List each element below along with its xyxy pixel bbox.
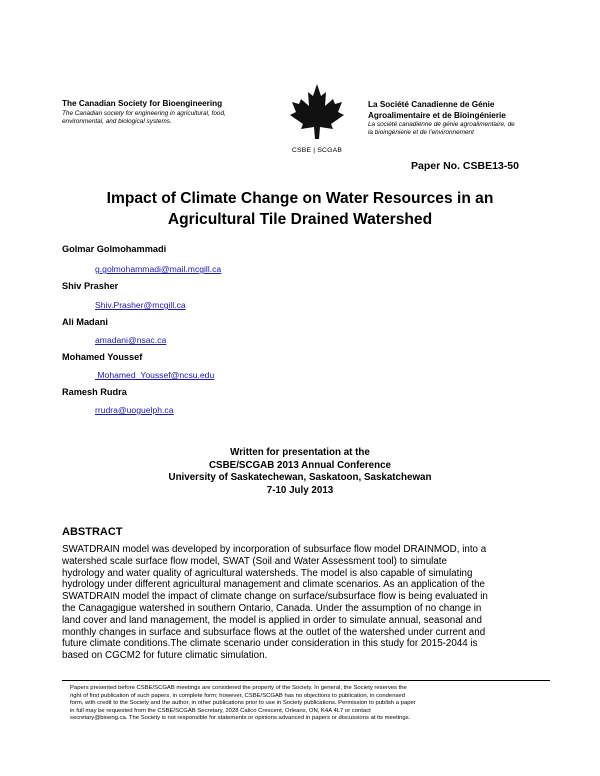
abstract-body	[62, 544, 562, 662]
author-name: Shiv Prasher	[62, 281, 119, 291]
abstract-line: SWATDRAIN model the impact of climate change on surface/subsurface flow is being evaluated in	[62, 591, 488, 603]
copyright-line: Papers presented before CSBE/SCGAB meetings are considered the property of the Society. In general, the Society reserves the	[70, 685, 407, 691]
conference-line: 7-10 July 2013	[266, 484, 334, 496]
author-email-link[interactable]: Mohamed_Youssef@ncsu.edu	[95, 370, 215, 380]
conference-line: University of Saskatechewan, Saskatoon, Saskatchewan	[168, 472, 432, 483]
copyright-notice	[70, 685, 550, 723]
logo-text: CSBE | SCGAB	[291, 147, 343, 154]
paper-number: Paper No. CSBE13-50	[411, 160, 519, 172]
conference-line: CSBE/SCGAB 2013 Annual Conference	[208, 459, 391, 471]
paper-title-line: Impact of Climate Change on Water Resources in an	[106, 190, 494, 207]
abstract-line: hydrology under different agricultural management and climate scenarios. As an application of the	[62, 579, 485, 591]
copyright-line: right of first publication of such papers, in complete form; however, CSBE/SCGAB has no objections to publication, in condensed	[70, 692, 405, 699]
conference-info	[60, 447, 540, 497]
copyright-line: secretary@bioeng.ca. The Society is not responsible for statements or opinions advanced in papers or discussions at its meetings.	[70, 715, 411, 722]
society-description-line: environmental, and biological systems.	[62, 118, 172, 125]
abstract-heading: ABSTRACT	[62, 526, 123, 538]
society-description-line: The Canadian society for engineering in agricultural, food,	[62, 110, 226, 117]
author-email-link[interactable]: rrudra@uoguelph.ca	[95, 405, 174, 415]
society-name-fr-line: La Société Canadienne de Génie	[368, 100, 495, 109]
abstract-line: future climate conditions.The climate scenario under consideration in this study for 2015-2044 is	[62, 638, 478, 650]
society-description-line: la bioingénierie et de l’environnement	[368, 129, 474, 136]
society-description-fr	[368, 121, 515, 137]
author-name: Golmar Golmohammadi	[62, 244, 167, 254]
copyright-line: form, with credit to the Society and the author, in other publications prior to use in Society publications. Permission to publish a paper	[70, 700, 416, 707]
society-description-line: La société canadienne de génie agroalimentaire, de	[368, 121, 515, 128]
csbe-logo	[286, 82, 348, 154]
paper-title	[40, 188, 560, 230]
society-name-fr	[368, 99, 506, 121]
society-name-fr-line: Agroalimentaire et de Bioingénierie	[368, 111, 506, 120]
abstract-line: hydrology and water quality of agricultural watersheds. The model is also capable of simulating	[62, 567, 473, 579]
abstract-line: watershed scale surface flow model, SWAT (Soil and Water Assessment tool) to simulate	[62, 555, 447, 567]
society-name-en: The Canadian Society for Bioengineering	[62, 99, 223, 108]
footer-divider	[62, 680, 550, 681]
paper-title-line: Agricultural Tile Drained Watershed	[167, 211, 433, 228]
maple-leaf-icon	[286, 82, 348, 140]
author-name: Ramesh Rudra	[62, 387, 127, 397]
abstract-line: based on CGCM2 for future climatic simulation.	[62, 650, 268, 662]
abstract-line: monthly changes in surface and subsurface flows at the outlet of the watershed under current and	[62, 626, 486, 638]
conference-line: Written for presentation at the	[230, 447, 370, 458]
author-name: Ali Madani	[62, 317, 108, 327]
author-name: Mohamed Youssef	[62, 352, 143, 362]
author-email-link[interactable]: Shiv.Prasher@mcgill.ca	[95, 300, 186, 310]
author-email-link[interactable]: g.golmohammadi@mail.mcgill.ca	[95, 264, 222, 274]
abstract-line: SWATDRAIN model was developed by incorporation of subsurface flow model DRAINMOD, into a	[62, 544, 487, 555]
abstract-line: the Canagagigue watershed in southern Ontario, Canada. Under the assumption of no change in	[62, 602, 482, 614]
copyright-line: in full may be requested from the CSBE/SCGAB Secretary, 2028 Calico Crescent, Orleans, ON, K4A 4L7 or contact	[70, 707, 371, 714]
abstract-line: land cover and land management, the model is applied in order to simulate annual, seasonal and	[62, 614, 482, 626]
author-email-link[interactable]: amadani@nsac.ca	[95, 335, 167, 345]
society-description-en	[62, 110, 226, 126]
